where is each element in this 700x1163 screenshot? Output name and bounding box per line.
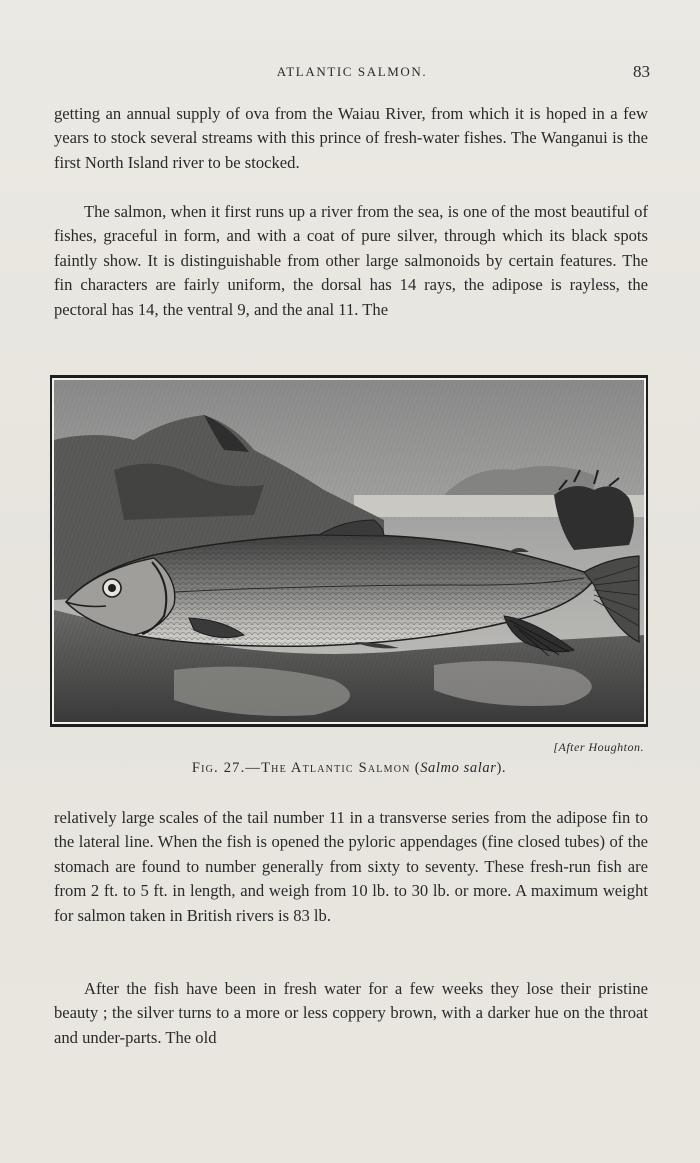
figure-caption bbox=[50, 760, 648, 777]
running-header bbox=[54, 62, 650, 82]
paragraph-1: getting an annual supply of ova from the Waiau River, from which it is hoped in a few years to stock several streams with this prince of fresh-water fishes. The Wanganui is the first North Island river to be stocked. bbox=[54, 104, 648, 172]
caption-species: Salmo salar bbox=[420, 760, 497, 776]
paragraph-2: The salmon, when it first runs up a river from the sea, is one of the most beautiful of fishes, graceful in form, and with a coat of pure silver, through which its black spots faintly show. It is distinguishable from other large salmonoids by certain features. The fin characters are fairly uniform, the dorsal has 14 rays, the adipose is rayless, the pectoral has 14, the ventral 9, and the anal 11. The bbox=[54, 202, 648, 319]
paragraph-4: After the fish have been in fresh water for a few weeks they lose their pristine beauty ; the silver turns to a more or less coppery brown, with a darker hue on the throat and under-parts. The old bbox=[54, 979, 648, 1047]
figure-credit: [After Houghton. bbox=[553, 740, 644, 754]
caption-close-paren: ). bbox=[496, 760, 507, 776]
page-number: 83 bbox=[633, 62, 650, 81]
caption-title: The Atlantic Salmon bbox=[261, 760, 411, 776]
caption-open-paren: ( bbox=[410, 760, 421, 776]
caption-figure-number: Fig. 27.— bbox=[191, 760, 262, 776]
figure-salmon bbox=[50, 375, 648, 727]
salmon-engraving bbox=[54, 380, 644, 722]
paragraph-3: relatively large scales of the tail number 11 in a transverse series from the adipose fin to the lateral line. When the fish is opened the pyloric appendages (fine closed tubes) of the stomach are found to number generally from sixty to seventy. These fresh-run fish are from 2 ft. to 5 ft. in length, and weigh from 10 lb. to 30 lb. or more. A maximum weight for salmon taken in British rivers is 83 lb. bbox=[54, 808, 648, 925]
running-title: ATLANTIC SALMON. bbox=[276, 64, 428, 79]
